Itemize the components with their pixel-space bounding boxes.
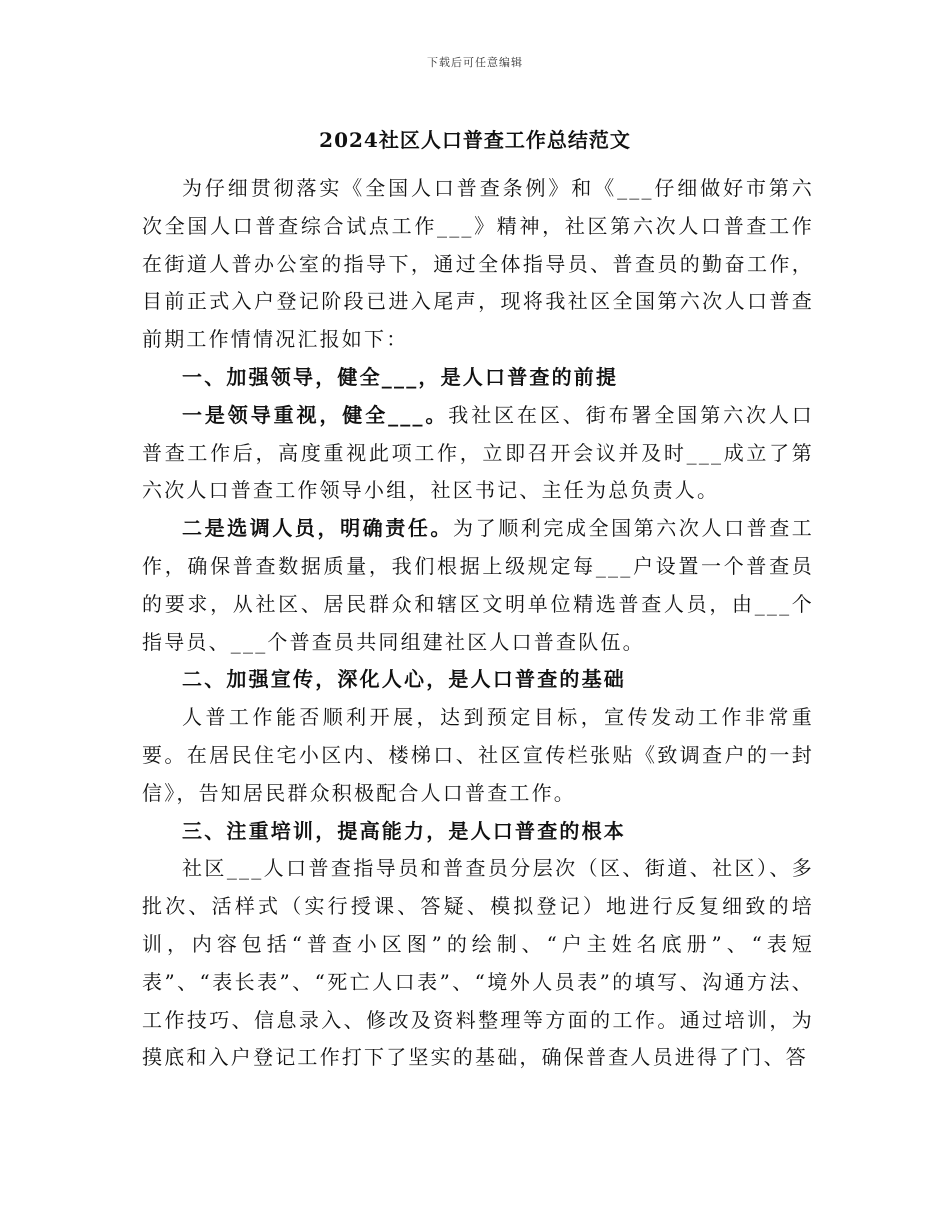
section-heading-2: 二、加强宣传，深化人心，是人口普查的基础	[182, 667, 626, 692]
section-heading-3: 三、注重培训，提高能力，是人口普查的根本	[182, 818, 626, 843]
paragraph-text: 我社区在区、街布署全国第六次人口普查工作后，高度重视此项工作，立即召开会议并及时___成立了第六次人口普查工作领导小组，社区书记、主任为总负责人。	[142, 402, 814, 503]
paragraph-lead: 一是领导重视，健全___。	[182, 402, 449, 427]
paragraph-lead: 二是选调人员，明确责任。	[182, 516, 454, 541]
document-body	[142, 170, 814, 1077]
section-heading-1: 一、加强领导，健全___，是人口普查的前提	[182, 364, 619, 389]
header-note: 下载后可任意编辑	[427, 56, 523, 69]
section3-paragraph-1: 社区___人口普查指导员和普查员分层次（区、街道、社区）、多批次、活样式（实行授课、答疑、模拟登记）地进行反复细致的培训，内容包括“普查小区图”的绘制、“户主姓名底册”、“表短表”、“表长表”、“死亡人口表”、“境外人员表”的填写、沟通方法、工作技巧、信息录入、修改及资料整理等方面的工作。通过培训，为摸底和入户登记工作打下了坚实的基础，确保普查人员进得了门、答	[142, 856, 814, 1070]
intro-paragraph: 为仔细贯彻落实《全国人口普查条例》和《___仔细做好市第六次全国人口普查综合试点工作___》精神，社区第六次人口普查工作在街道人普办公室的指导下，通过全体指导员、普查员的勤奋工作，目前正式入户登记阶段已进入尾声，现将我社区全国第六次人口普查前期工作情情况汇报如下：	[142, 176, 814, 352]
paragraph-text: 为了顺利完成全国第六次人口普查工作，确保普查数据质量，我们根据上级规定每___户设置一个普查员的要求，从社区、居民群众和辖区文明单位精选普查人员，由___个指导员、___个普查员共同组建社区人口普查队伍。	[142, 516, 815, 654]
section2-paragraph-1: 人普工作能否顺利开展，达到预定目标，宣传发动工作非常重要。在居民住宅小区内、楼梯口、社区宣传栏张贴《致调查户的一封信》，告知居民群众积极配合人口普查工作。	[142, 705, 814, 805]
section1-paragraph-2	[142, 510, 814, 661]
document-title: 2024社区人口普查工作总结范文	[319, 128, 631, 152]
section1-paragraph-1	[142, 397, 814, 510]
